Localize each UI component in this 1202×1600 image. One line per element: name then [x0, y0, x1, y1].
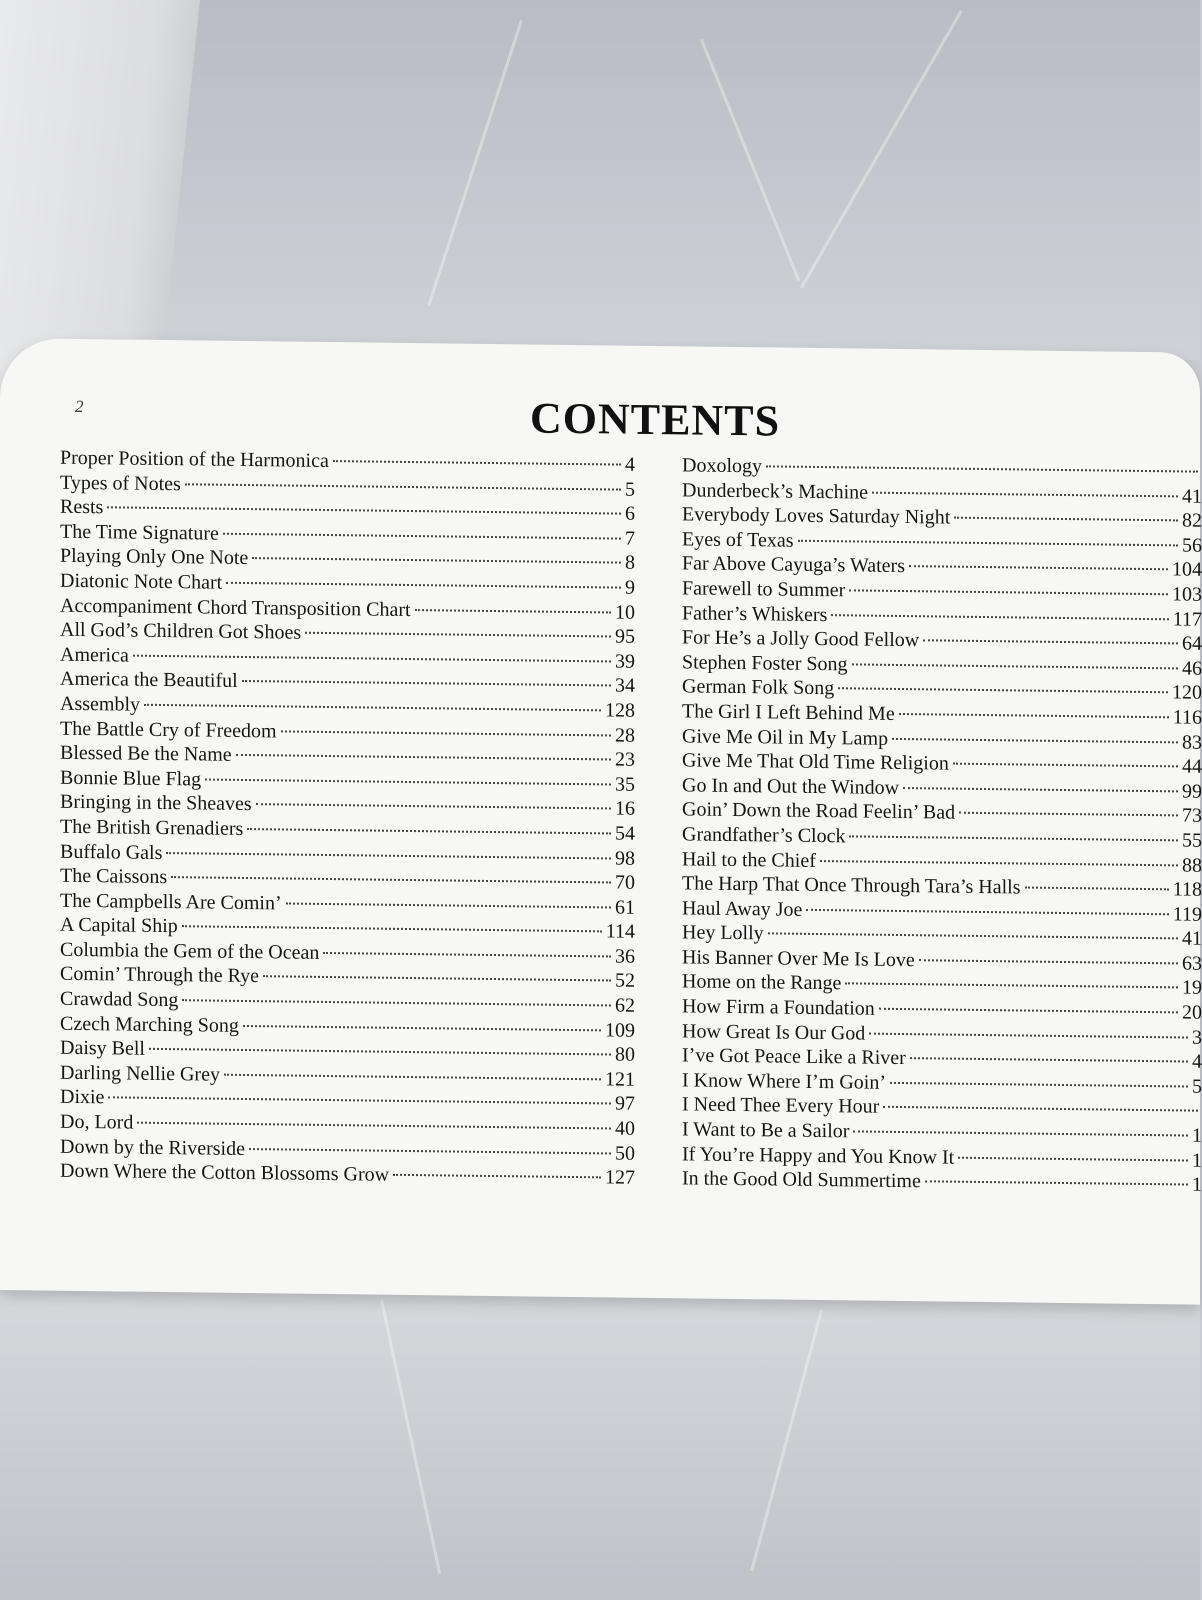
entry-page-number: 99	[1182, 780, 1202, 803]
entry-page-number: 109	[605, 1019, 635, 1042]
leader-dots	[872, 491, 1178, 497]
leader-dots	[171, 876, 611, 883]
entry-title: Give Me Oil in My Lamp	[682, 724, 889, 750]
leader-dots	[224, 1074, 601, 1081]
leader-dots	[252, 557, 621, 564]
entry-page-number: 34	[615, 674, 635, 698]
entry-page-number: 97	[615, 1092, 635, 1116]
entry-title: In the Good Old Summertime	[682, 1167, 921, 1193]
leader-dots	[205, 778, 611, 785]
entry-title: German Folk Song	[682, 675, 835, 700]
entry-page-number: 104	[1172, 558, 1202, 582]
entry-page-number: 117	[1172, 607, 1202, 631]
entry-page-number: 9	[625, 576, 635, 599]
entry-title: Down Where the Cotton Blossoms Grow	[60, 1159, 390, 1186]
entry-page-number: 50	[615, 1142, 635, 1165]
entry-title: The Battle Cry of Freedom	[60, 717, 277, 742]
entry-page-number: 4	[625, 453, 635, 476]
entry-title: America	[60, 643, 129, 667]
entry-title: Darling Nellie Grey	[60, 1061, 220, 1086]
entry-title: Diatonic Note Chart	[60, 569, 223, 594]
entry-page-number: 95	[615, 625, 635, 648]
entry-page-number: 63	[1182, 952, 1202, 975]
entry-title: Far Above Cayuga’s Waters	[682, 552, 905, 578]
entry-title: Eyes of Texas	[682, 528, 794, 552]
entry-page-number: 88	[1182, 853, 1202, 877]
entry-title: Proper Position of the Harmonica	[60, 446, 329, 473]
entry-title: Dunderbeck’s Machine	[682, 478, 869, 504]
entry-page-number: 121	[605, 1068, 635, 1091]
entry-title: Down by the Riverside	[60, 1135, 245, 1160]
entry-title: Bonnie Blue Flag	[60, 766, 202, 791]
leader-dots	[768, 933, 1178, 940]
leader-dots	[182, 999, 611, 1006]
leader-dots	[852, 663, 1178, 669]
entry-page-number: 46	[1182, 657, 1202, 680]
leader-dots	[323, 952, 611, 958]
entry-page-number: 73	[1182, 804, 1202, 827]
entry-page-number: 1	[1192, 1149, 1202, 1172]
background-surface-bottom	[0, 1270, 1200, 1600]
entry-title: Give Me That Old Time Religion	[682, 749, 949, 775]
entry-page-number: 36	[615, 945, 635, 968]
entry-title: I Want to Be a Sailor	[682, 1118, 850, 1143]
entry-title: If You’re Happy and You Know It	[682, 1142, 955, 1169]
entry-title: For He’s a Jolly Good Fellow	[682, 626, 920, 652]
entry-title: Bringing in the Sheaves	[60, 791, 252, 816]
entry-page-number: 116	[1172, 706, 1202, 729]
leader-dots	[185, 483, 621, 490]
leader-dots	[890, 1082, 1188, 1088]
entry-page-number: 83	[1182, 730, 1202, 754]
leader-dots	[333, 460, 621, 466]
entry-page-number: 55	[1182, 829, 1202, 852]
entry-page-number: 52	[615, 969, 635, 993]
entry-title: Buffalo Gals	[60, 840, 163, 864]
leader-dots	[919, 959, 1178, 964]
entry-title: Farewell to Summer	[682, 577, 846, 602]
entry-title: Doxology	[682, 454, 762, 478]
leader-dots	[869, 1032, 1188, 1038]
leader-dots	[247, 828, 611, 834]
leader-dots	[281, 730, 611, 736]
leader-dots	[263, 976, 611, 982]
entry-page-number: 7	[625, 527, 635, 550]
entry-page-number: 62	[615, 994, 635, 1017]
leader-dots	[909, 565, 1168, 570]
leader-dots	[305, 632, 611, 638]
leader-dots	[223, 533, 621, 540]
entry-title: The Campbells Are Comin’	[60, 889, 282, 915]
entry-title: Dixie	[60, 1086, 105, 1109]
entry-title: All God’s Children Got Shoes	[60, 618, 302, 644]
entry-title: How Great Is Our God	[682, 1019, 866, 1045]
leader-dots	[954, 517, 1178, 522]
leader-dots	[849, 835, 1178, 841]
leader-dots	[107, 506, 621, 514]
leader-dots	[849, 589, 1168, 595]
entry-page-number: 41	[1182, 927, 1202, 950]
leader-dots	[182, 926, 602, 933]
entry-page-number: 80	[615, 1043, 635, 1067]
entry-page-number: 120	[1172, 681, 1202, 705]
leader-dots	[853, 1130, 1188, 1136]
leader-dots	[892, 737, 1178, 742]
leader-dots	[798, 540, 1178, 547]
leader-dots	[236, 754, 611, 761]
leader-dots	[910, 1057, 1188, 1062]
entry-page-number: 3	[1192, 1026, 1202, 1049]
entry-page-number: 44	[1182, 755, 1202, 778]
leader-dots	[108, 1097, 611, 1105]
entry-title: I Know Where I’m Goin’	[682, 1069, 887, 1094]
entry-page-number: 19	[1182, 976, 1202, 1000]
entry-title: The Girl I Left Behind Me	[682, 700, 895, 725]
entry-title: Goin’ Down the Road Feelin’ Bad	[682, 798, 956, 824]
entry-page-number: 119	[1172, 903, 1202, 926]
entry-page-number: 5	[625, 478, 635, 501]
entry-page-number: 1	[1192, 1173, 1202, 1196]
entry-title: Accompaniment Chord Transposition Chart	[60, 594, 411, 621]
entry-page-number: 64	[1182, 632, 1202, 655]
entry-page-number: 23	[615, 748, 635, 771]
entry-title: His Banner Over Me Is Love	[682, 946, 915, 972]
entry-page-number: 8	[625, 552, 635, 575]
contents-entry	[682, 1168, 1202, 1199]
booklet-page	[0, 338, 1200, 1305]
leader-dots	[415, 609, 611, 613]
entry-title: Columbia the Gem of the Ocean	[60, 938, 320, 964]
entry-title: The Time Signature	[60, 520, 219, 545]
entry-title: Haul Away Joe	[682, 897, 803, 921]
entry-page-number: 39	[615, 650, 635, 673]
leader-dots	[820, 860, 1178, 866]
leader-dots	[879, 1008, 1178, 1014]
entry-page-number: 56	[1182, 534, 1202, 557]
leader-dots	[899, 713, 1169, 718]
entry-page-number: 61	[615, 896, 635, 919]
page-number: 2	[75, 396, 84, 417]
leader-dots	[137, 1122, 611, 1130]
entry-page-number: 98	[615, 847, 635, 870]
entry-page-number: 127	[605, 1166, 635, 1189]
entry-page-number: 5	[1192, 1075, 1202, 1098]
leader-dots	[144, 704, 601, 712]
entry-page-number: 35	[615, 773, 635, 796]
entry-title: Everybody Loves Saturday Night	[682, 503, 951, 529]
leader-dots	[883, 1106, 1198, 1112]
leader-dots	[903, 787, 1178, 792]
entry-title: Assembly	[60, 692, 140, 716]
entry-page-number: 114	[605, 920, 635, 944]
leader-dots	[243, 1025, 601, 1031]
leader-dots	[766, 465, 1198, 472]
contents-right-column	[682, 454, 1202, 1198]
entry-page-number: 118	[1172, 878, 1202, 901]
page-title: CONTENTS	[530, 393, 781, 446]
entry-page-number: 128	[605, 699, 635, 722]
entry-title: Home on the Range	[682, 970, 842, 995]
leader-dots	[806, 909, 1168, 915]
entry-page-number: 16	[615, 797, 635, 821]
entry-title: The Harp That Once Through Tara’s Halls	[682, 872, 1021, 899]
leader-dots	[166, 852, 611, 859]
entry-title: Hail to the Chief	[682, 847, 816, 872]
entry-page-number: 70	[615, 871, 635, 894]
entry-title: Crawdad Song	[60, 987, 179, 1012]
entry-title: Grandfather’s Clock	[682, 823, 846, 848]
leader-dots	[149, 1048, 611, 1056]
leader-dots	[923, 639, 1178, 644]
entry-page-number: 28	[615, 724, 635, 747]
leader-dots	[249, 1148, 611, 1154]
leader-dots	[133, 654, 611, 662]
entry-page-number: 103	[1172, 583, 1202, 606]
entry-title: A Capital Ship	[60, 914, 178, 938]
leader-dots	[838, 688, 1168, 694]
leader-dots	[1025, 887, 1169, 891]
entry-page-number: 10	[615, 601, 635, 624]
entry-page-number: 82	[1182, 509, 1202, 532]
entry-title: Playing Only One Note	[60, 545, 249, 570]
entry-title: I Need Thee Every Hour	[682, 1093, 880, 1119]
leader-dots	[256, 803, 611, 809]
leader-dots	[959, 812, 1178, 817]
entry-page-number: 1	[1192, 1124, 1202, 1147]
contents-left-column	[60, 447, 635, 1192]
leader-dots	[845, 983, 1178, 989]
entry-title: Stephen Foster Song	[682, 651, 848, 676]
entry-page-number: 6	[625, 502, 635, 525]
entry-title: Hey Lolly	[682, 921, 764, 945]
entry-page-number: 4	[1192, 1050, 1202, 1073]
entry-title: The British Grenadiers	[60, 815, 244, 840]
leader-dots	[958, 1156, 1188, 1161]
leader-dots	[393, 1174, 601, 1179]
entry-title: Daisy Bell	[60, 1036, 145, 1061]
entry-title: Blessed Be the Name	[60, 741, 232, 766]
entry-page-number: 41	[1182, 485, 1202, 508]
leader-dots	[925, 1181, 1188, 1186]
entry-page-number: 20	[1182, 1001, 1202, 1024]
leader-dots	[286, 902, 611, 908]
entry-title: The Caissons	[60, 864, 168, 889]
entry-title: I’ve Got Peace Like a River	[682, 1044, 906, 1070]
leader-dots	[226, 582, 621, 589]
entry-title: Types of Notes	[60, 471, 181, 495]
entry-title: Go In and Out the Window	[682, 774, 900, 799]
leader-dots	[242, 680, 611, 687]
entry-page-number: 40	[615, 1117, 635, 1140]
entry-title: Czech Marching Song	[60, 1012, 239, 1037]
entry-title: Father’s Whiskers	[682, 601, 828, 626]
leader-dots	[831, 614, 1168, 620]
entry-title: Do, Lord	[60, 1110, 134, 1134]
entry-title: Comin’ Through the Rye	[60, 963, 259, 988]
entry-page-number: 54	[615, 822, 635, 845]
leader-dots	[953, 763, 1178, 768]
entry-title: America the Beautiful	[60, 668, 238, 693]
entry-title: Rests	[60, 495, 104, 519]
entry-title: How Firm a Foundation	[682, 995, 875, 1020]
